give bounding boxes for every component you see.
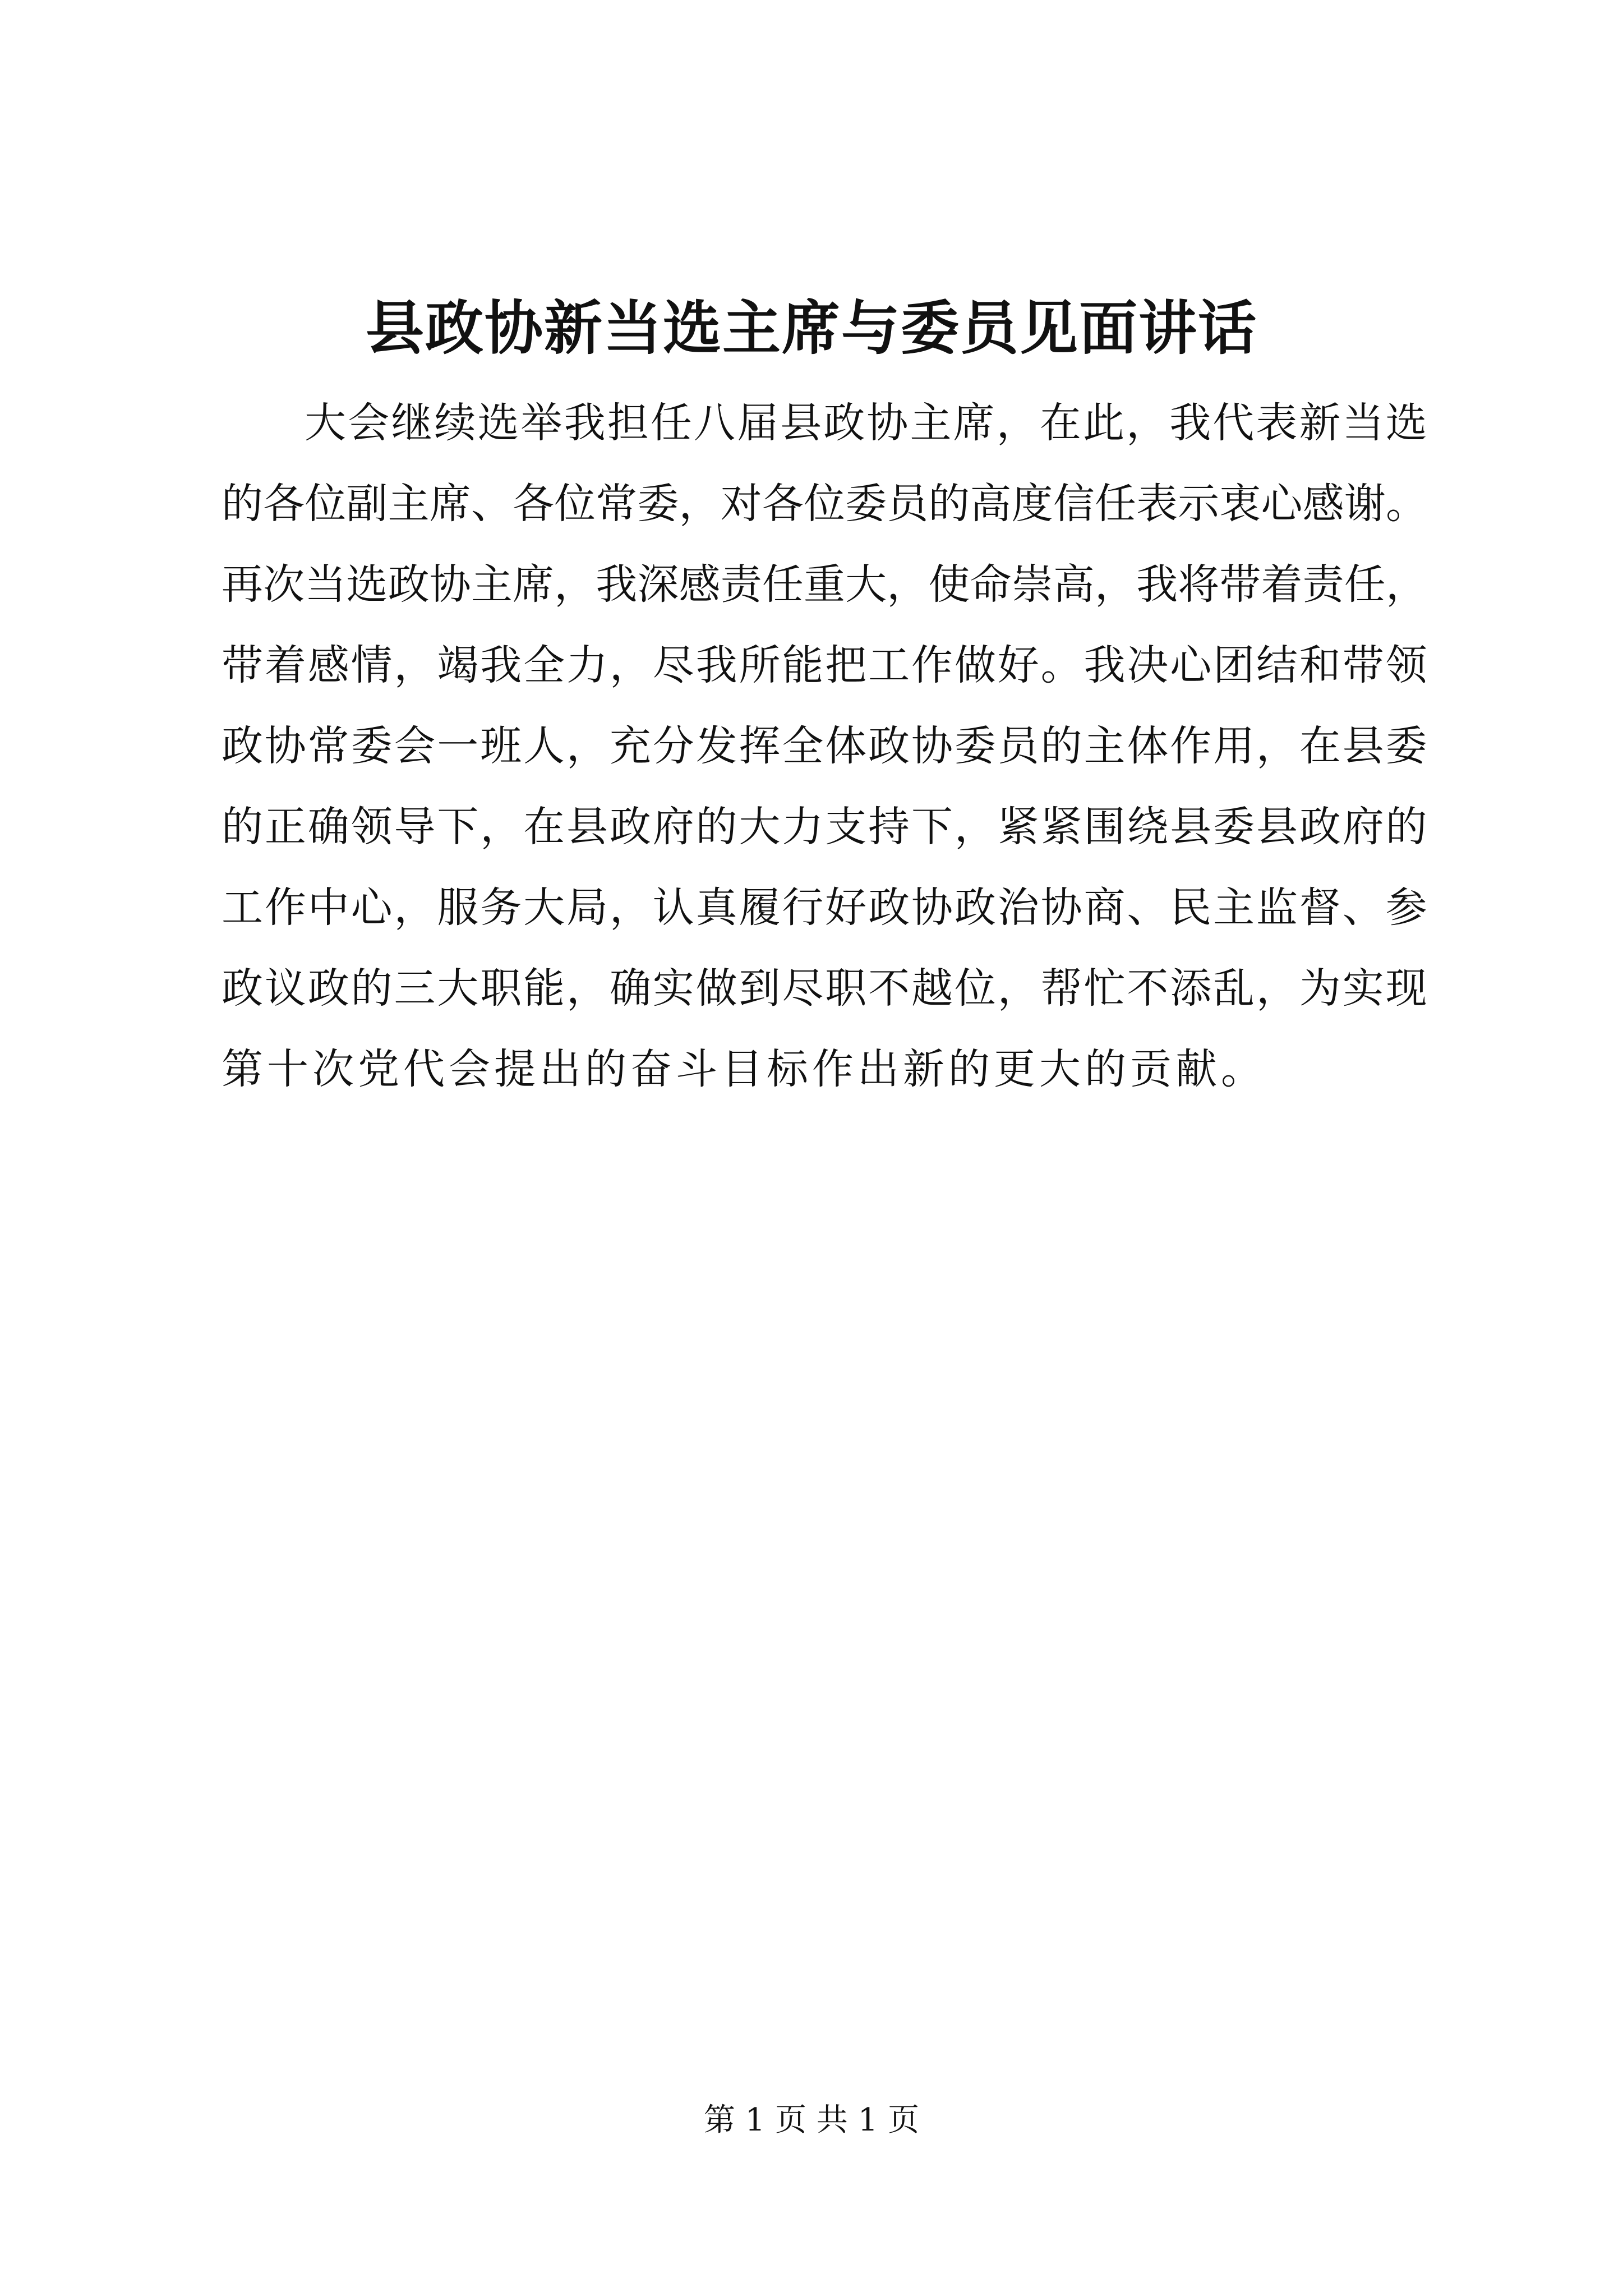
body-line: 再 次 当 选 政 协 主 席 ， 我 深 感 责 任 重 大 ， 使 命 崇 高 ， 我 将 带 着 责 任 ， xyxy=(222,560,1427,609)
document-body xyxy=(222,383,1427,1110)
body-line: 政 协 常 委 会 一 班 人 ， 充 分 发 挥 全 体 政 协 委 员 的 主 体 作 用 ， 在 县 委 xyxy=(222,722,1427,770)
body-line: 工 作 中 心 ， 服 务 大 局 ， 认 真 履 行 好 政 协 政 治 协 商 、 民 主 监 督 、 参 xyxy=(222,884,1427,932)
body-line: 大 会 继 续 选 举 我 担 任 八 届 县 政 协 主 席 ， 在 此 ， 我 代 表 新 当 选 xyxy=(305,399,1427,447)
body-line: 第 十 次 党 代 会 提 出 的 奋 斗 目 标 作 出 新 的 更 大 的 贡 献 。 xyxy=(222,1045,1266,1093)
body-line: 政 议 政 的 三 大 职 能 ， 确 实 做 到 尽 职 不 越 位 ， 帮 忙 不 添 乱 ， 为 实 现 xyxy=(222,964,1427,1013)
page-footer: 第 1 页 共 1 页 xyxy=(703,2102,920,2138)
body-line: 的 各 位 副 主 席 、 各 位 常 委 ， 对 各 位 委 员 的 高 度 信 任 表 示 衷 心 感 谢 。 xyxy=(222,480,1427,528)
body-line: 带 着 感 情 ， 竭 我 全 力 ， 尽 我 所 能 把 工 作 做 好 。 我 决 心 团 结 和 带 领 xyxy=(222,641,1427,689)
document-title: 县政协新当选主席与委员见面讲话 xyxy=(365,293,1257,362)
body-line: 的 正 确 领 导 下 ， 在 县 政 府 的 大 力 支 持 下 ， 紧 紧 围 绕 县 委 县 政 府 的 xyxy=(222,803,1427,851)
